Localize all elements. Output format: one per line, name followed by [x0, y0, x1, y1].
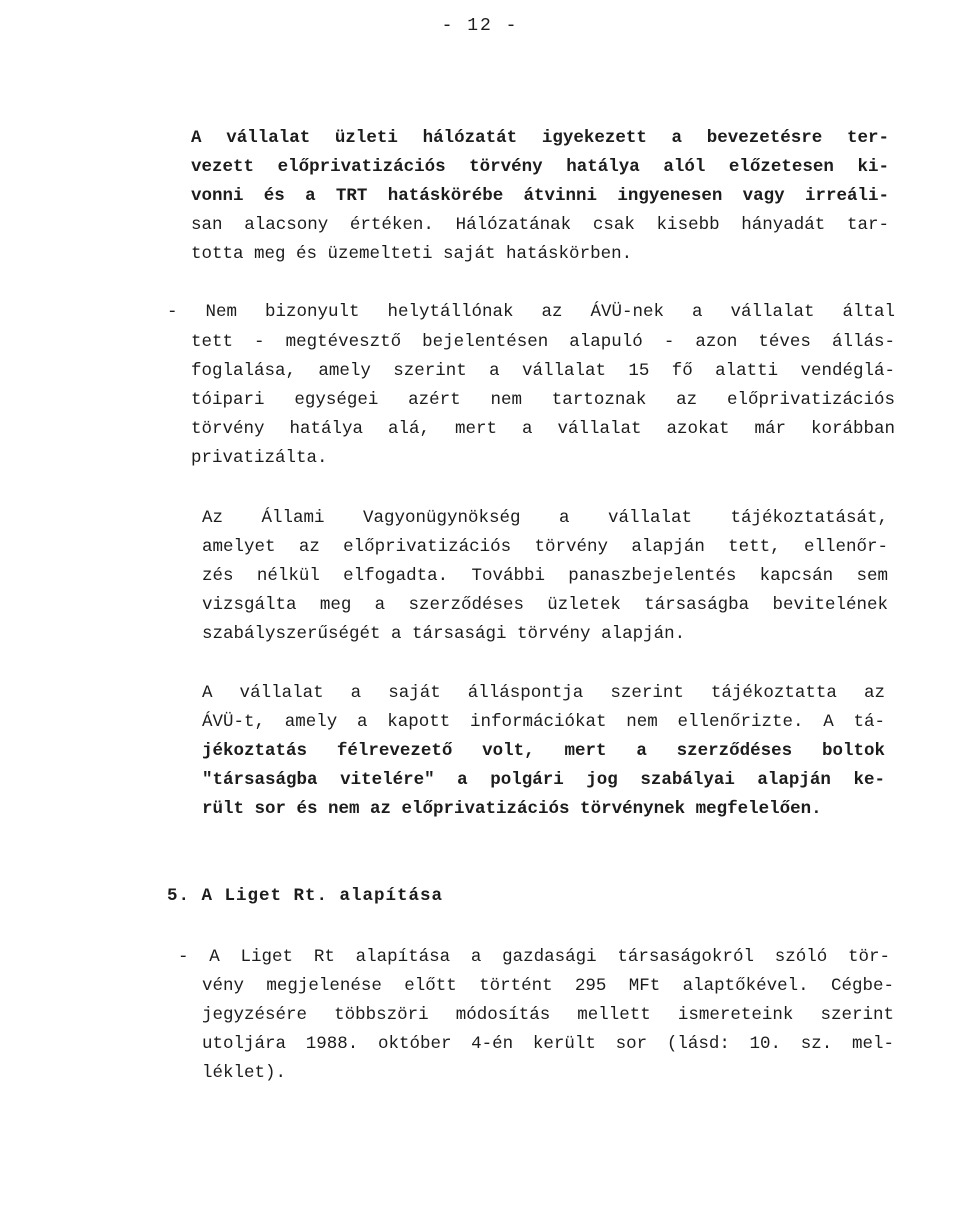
text-line: foglalása, amely szerint a vállalat 15 fő alatti vendéglá- [191, 361, 895, 381]
text-line: A vállalat üzleti hálózatát igyekezett a bevezetésre ter- [191, 128, 889, 148]
text-line: törvény hatálya alá, mert a vállalat azokat már korábban [191, 419, 895, 439]
text-line: vezett előprivatizációs törvény hatálya alól előzetesen ki- [191, 157, 889, 177]
text-line: jegyzésére többszöri módosítás mellett ismereteink szerint [202, 1005, 894, 1025]
text-line: tett - megtévesztő bejelentésen alapuló - azon téves állás- [191, 332, 895, 352]
text-line: vonni és a TRT hatáskörébe átvinni ingyenesen vagy irreáli- [191, 186, 889, 206]
text-line: zés nélkül elfogadta. További panaszbejelentés kapcsán sem [202, 566, 888, 586]
text-line: ÁVÜ-t, amely a kapott információkat nem ellenőrizte. A tá- [202, 712, 885, 732]
text-line: vizsgálta meg a szerződéses üzletek társaságba bevitelének [202, 595, 888, 615]
paragraph-state-agency [202, 504, 888, 649]
text-line: amelyet az előprivatizációs törvény alapján tett, ellenőr- [202, 537, 888, 557]
paragraph-avu-position [167, 298, 895, 327]
text-line: szabályszerűségét a társasági törvény alapján. [202, 624, 686, 644]
page-number: - 12 - [441, 16, 519, 36]
text-line: vény megjelenése előtt történt 295 MFt alaptőkével. Cégbe- [202, 976, 894, 996]
text-line: utoljára 1988. október 4-én került sor (lásd: 10. sz. mel- [202, 1034, 894, 1054]
text-line: "társaságba vitelére" a polgári jog szabályai alapján ke- [202, 770, 885, 790]
text-line: léklet). [202, 1063, 287, 1083]
paragraph-company-information [202, 679, 885, 824]
text-line: Az Állami Vagyonügynökség a vállalat tájékoztatását, [202, 508, 888, 528]
paragraph-network-transfer [191, 124, 889, 269]
text-line: san alacsony értéken. Hálózatának csak kisebb hányadát tar- [191, 215, 889, 235]
paragraph-avu-position-body [191, 328, 895, 473]
paragraph-liget-founding-body [202, 972, 894, 1088]
text-line: A vállalat a saját álláspontja szerint tájékoztatta az [202, 683, 885, 703]
text-line: - A Liget Rt alapítása a gazdasági társaságokról szóló tör- [178, 947, 890, 967]
text-line: tóipari egységei azért nem tartoznak az előprivatizációs [191, 390, 895, 410]
text-line: totta meg és üzemelteti saját hatáskörben. [191, 244, 633, 264]
section-heading: 5. A Liget Rt. alapítása [167, 886, 444, 906]
text-line: - Nem bizonyult helytállónak az ÁVÜ-nek a vállalat által [167, 302, 895, 322]
paragraph-liget-founding-first [178, 943, 890, 972]
text-line: privatizálta. [191, 448, 328, 468]
text-line: jékoztatás félrevezető volt, mert a szerződéses boltok [202, 741, 885, 761]
text-line: rült sor és nem az előprivatizációs törvénynek megfelelően. [202, 799, 822, 819]
